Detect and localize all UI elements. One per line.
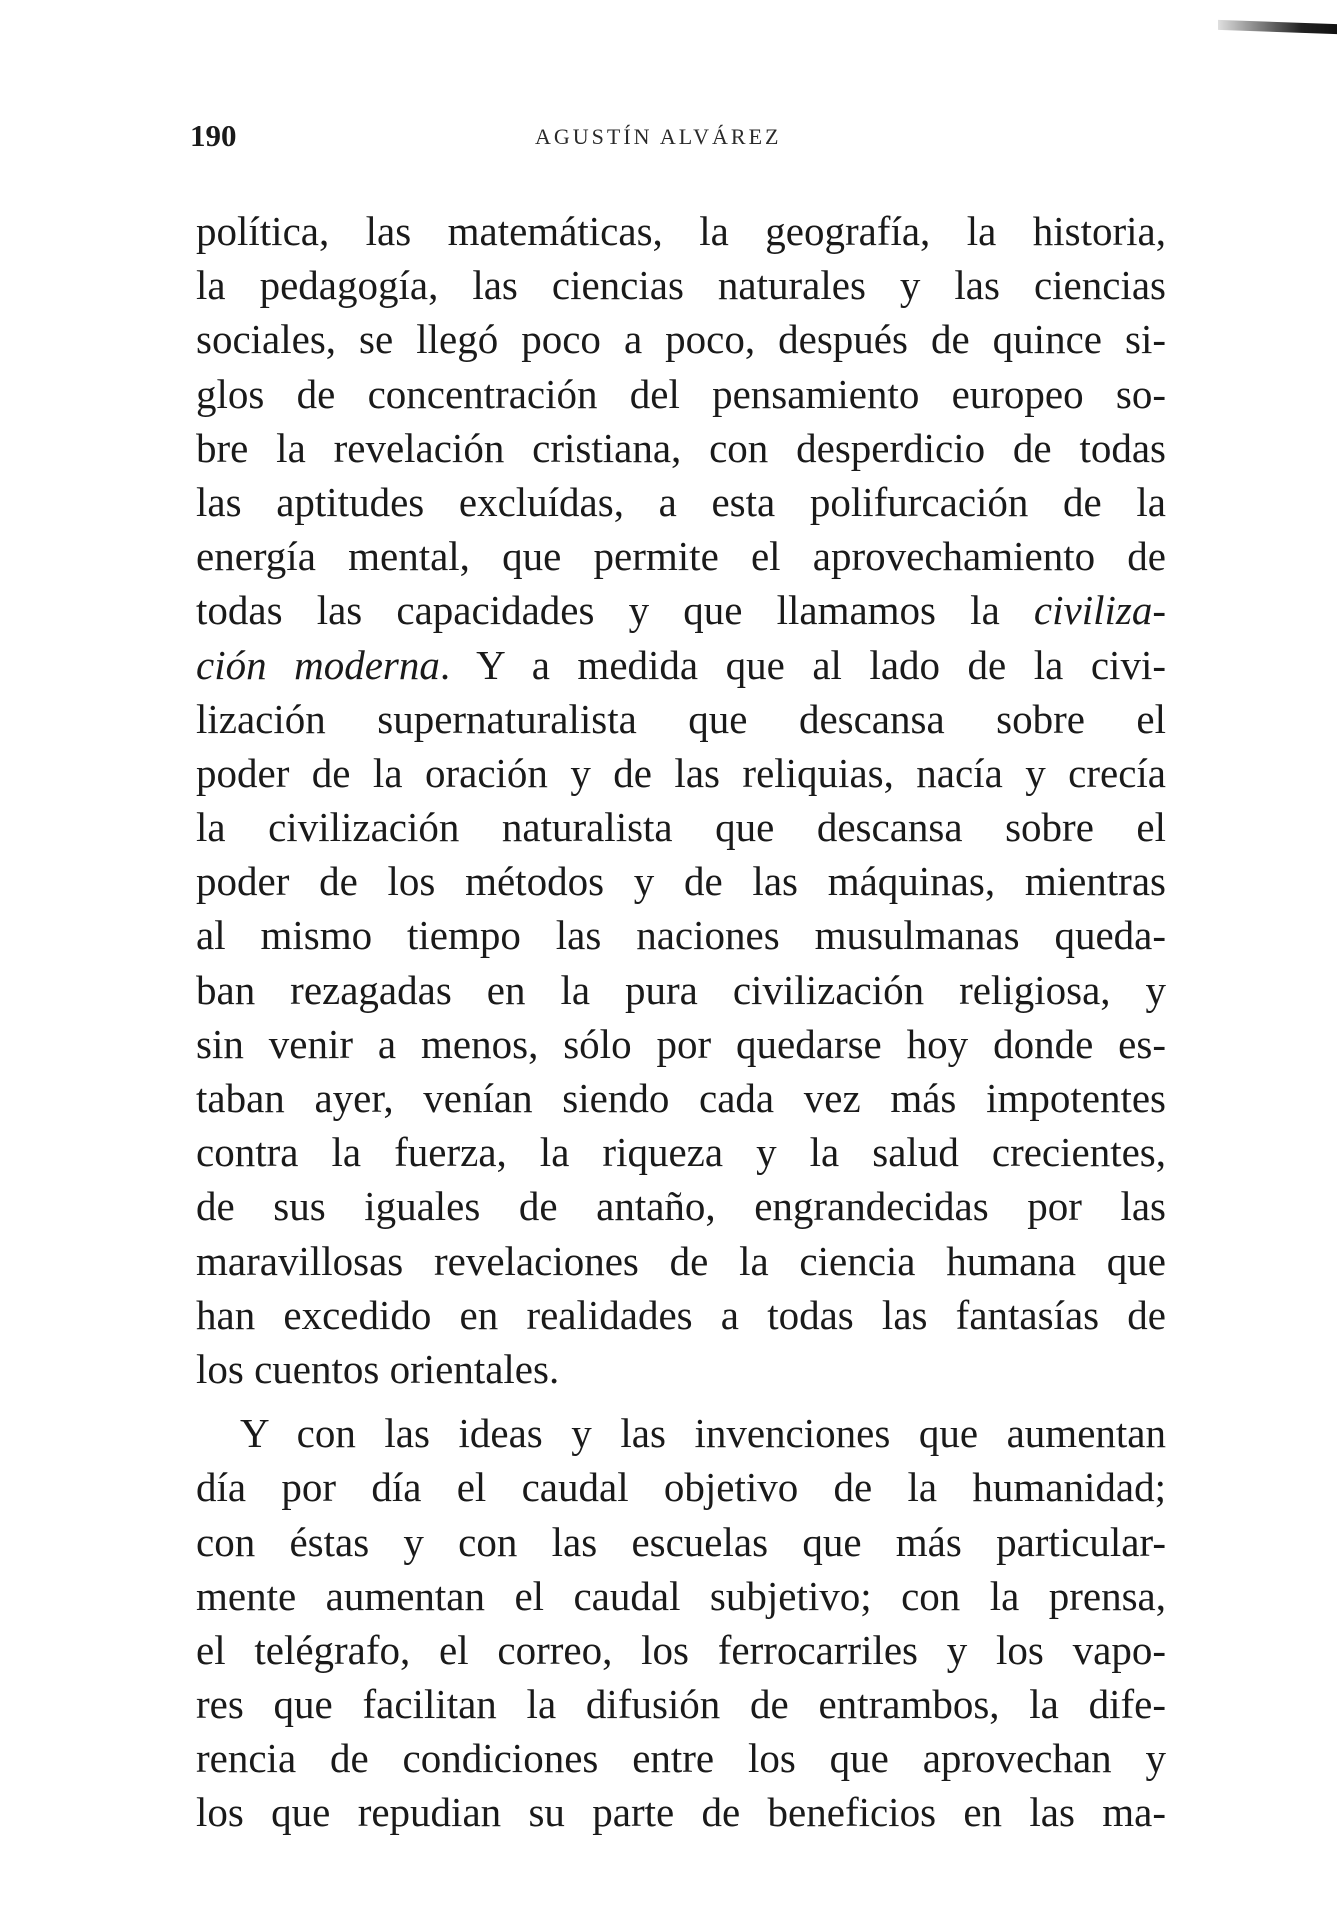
text-line: energía mental, que permite el aprovechamiento de [196, 533, 1166, 580]
text-line: al mismo tiempo las naciones musulmanas queda- [196, 912, 1166, 959]
text-line-mixed [196, 583, 1166, 637]
text-line: poder de la oración y de las reliquias, nacía y crecía [196, 749, 1166, 796]
italic-term: ción moderna [196, 641, 440, 688]
text-line: lización supernaturalista que descansa sobre el [196, 695, 1166, 742]
text-line: mente aumentan el caudal subjetivo; con la prensa, [196, 1572, 1166, 1619]
page-edge-mark [1218, 20, 1337, 34]
text-line: con éstas y con las escuelas que más particular- [196, 1518, 1166, 1565]
italic-term: civiliza- [1033, 587, 1166, 634]
text-line: bre la revelación cristiana, con desperdicio de todas [196, 424, 1166, 471]
text-line: día por día el caudal objetivo de la humanidad; [196, 1464, 1166, 1511]
text-line: de sus iguales de antaño, engrandecidas por las [196, 1183, 1166, 1230]
text-line-mixed [196, 638, 1166, 692]
page-number: 190 [190, 118, 237, 153]
text-line: han excedido en realidades a todas las fantasías de [196, 1291, 1166, 1338]
paragraph-2 [196, 1406, 1166, 1840]
text-line: la civilización naturalista que descansa sobre el [196, 804, 1166, 851]
text-line: contra la fuerza, la riqueza y la salud crecientes, [196, 1129, 1166, 1176]
text-line: sin venir a menos, sólo por quedarse hoy donde es- [196, 1020, 1166, 1067]
text-segment: . Y a medida que al lado de la civi- [439, 641, 1166, 688]
text-line: el telégrafo, el correo, los ferrocarriles y los vapo- [196, 1626, 1166, 1673]
text-line: ban rezagadas en la pura civilización religiosa, y [196, 966, 1166, 1013]
text-line: política, las matemáticas, la geografía, la historia, [196, 208, 1166, 254]
text-line: la pedagogía, las ciencias naturales y las ciencias [196, 262, 1166, 309]
text-line: las aptitudes excluídas, a esta polifurcación de la [196, 478, 1166, 525]
text-line: glos de concentración del pensamiento europeo so- [196, 370, 1166, 417]
text-line: poder de los métodos y de las máquinas, mientras [196, 858, 1166, 905]
running-head: AGUSTÍN ALVÁREZ [535, 124, 782, 149]
text-line: maravillosas revelaciones de la ciencia humana que [196, 1237, 1166, 1284]
text-line: los cuentos orientales. [196, 1345, 560, 1392]
text-line: sociales, se llegó poco a poco, después de quince si- [196, 316, 1166, 363]
text-line: rencia de condiciones entre los que aprovechan y [196, 1735, 1166, 1782]
body-text [196, 204, 1166, 1840]
paragraph-1 [196, 204, 1166, 1396]
text-line: taban ayer, venían siendo cada vez más impotentes [196, 1075, 1166, 1121]
text-segment: todas las capacidades y que llamamos la [196, 587, 1000, 634]
text-line: los que repudian su parte de beneficios en las ma- [196, 1789, 1166, 1836]
page-header [190, 118, 1180, 162]
text-line: Y con las ideas y las invenciones que aumentan [240, 1410, 1166, 1457]
text-line: res que facilitan la difusión de entrambos, la dife- [196, 1681, 1166, 1728]
